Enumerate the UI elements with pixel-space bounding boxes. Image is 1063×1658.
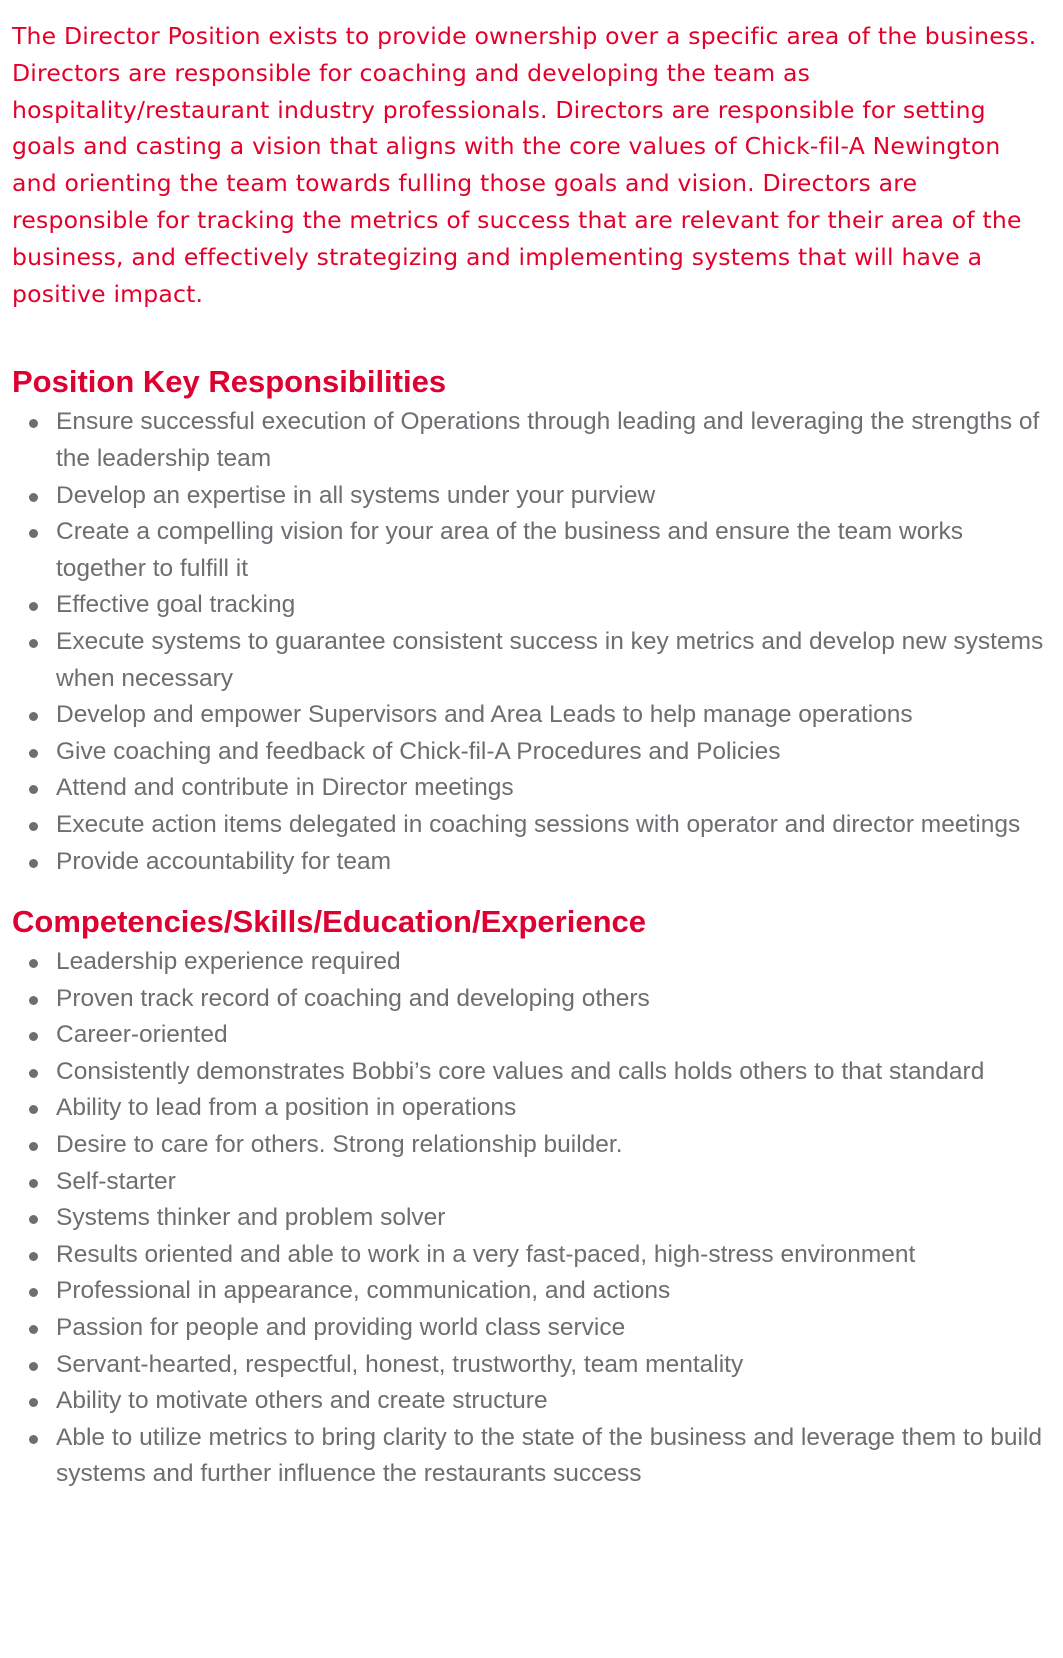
competency-item: [12, 1347, 1052, 1384]
bullet-icon: [29, 1288, 38, 1297]
bullet-icon: [29, 1215, 38, 1224]
competency-item: [12, 1273, 1052, 1310]
responsibility-item: [12, 478, 1052, 515]
competency-text: Career-oriented: [56, 1021, 228, 1049]
competency-text: Ability to motivate others and create structure: [56, 1387, 548, 1415]
competencies-heading: Competencies/Skills/Education/Experience: [12, 904, 647, 940]
bullet-icon: [29, 785, 38, 794]
competency-item: [12, 1420, 1052, 1493]
bullet-icon: [29, 1435, 38, 1444]
bullet-icon: [29, 639, 38, 648]
competency-item: [12, 1310, 1052, 1347]
competency-text: Consistently demonstrates Bobbi’s core values and calls holds others to that standard: [56, 1057, 985, 1085]
competency-item: [12, 1054, 1052, 1091]
bullet-icon: [29, 749, 38, 758]
responsibility-text: Execute systems to guarantee consistent success in key metrics and develop new systems when necessary: [56, 627, 1044, 692]
competency-text: Results oriented and able to work in a very fast-paced, high-stress environment: [56, 1240, 916, 1268]
bullet-icon: [29, 1032, 38, 1041]
responsibility-text: Execute action items delegated in coaching sessions with operator and director meetings: [56, 810, 1021, 838]
competency-item: [12, 1200, 1052, 1237]
responsibility-text: Develop an expertise in all systems under your purview: [56, 481, 656, 509]
responsibility-item: [12, 587, 1052, 624]
responsibility-text: Effective goal tracking: [56, 591, 296, 619]
competency-item: [12, 1237, 1052, 1274]
bullet-icon: [29, 419, 38, 428]
competency-item: [12, 1383, 1052, 1420]
responsibility-item: [12, 734, 1052, 771]
responsibility-item: [12, 844, 1052, 881]
responsibility-item: [12, 404, 1052, 477]
competency-text: Leadership experience required: [56, 948, 401, 976]
document-body: [12, 18, 1052, 1493]
bullet-icon: [29, 1142, 38, 1151]
bullet-icon: [29, 859, 38, 868]
competency-item: [12, 944, 1052, 981]
bullet-icon: [29, 712, 38, 721]
responsibility-text: Provide accountability for team: [56, 847, 391, 875]
competency-item: [12, 1164, 1052, 1201]
bullet-icon: [29, 1398, 38, 1407]
bullet-icon: [29, 493, 38, 502]
competency-text: Servant-hearted, respectful, honest, trustworthy, team mentality: [56, 1350, 744, 1378]
responsibility-text: Ensure successful execution of Operations through leading and leveraging the strengths of the leadership team: [56, 408, 1040, 472]
responsibility-text: Create a compelling vision for your area of the business and ensure the team works together to fulfill it: [56, 518, 963, 582]
responsibility-item: [12, 514, 1052, 587]
responsibility-text: Give coaching and feedback of Chick-fil-A Procedures and Policies: [56, 737, 781, 765]
key-responsibilities-heading: Position Key Responsibilities: [12, 364, 447, 400]
bullet-icon: [29, 1252, 38, 1261]
bullet-icon: [29, 529, 38, 538]
responsibility-item: [12, 807, 1052, 844]
bullet-icon: [29, 1362, 38, 1371]
bullet-icon: [29, 1179, 38, 1188]
responsibility-item: [12, 770, 1052, 807]
bullet-icon: [29, 996, 38, 1005]
bullet-icon: [29, 602, 38, 611]
competency-item: [12, 981, 1052, 1018]
competency-text: Passion for people and providing world class service: [56, 1314, 626, 1342]
bullet-icon: [29, 959, 38, 968]
bullet-icon: [29, 822, 38, 831]
bullet-icon: [29, 1105, 38, 1114]
competency-text: Ability to lead from a position in operations: [56, 1094, 517, 1122]
competency-item: [12, 1017, 1052, 1054]
key-responsibilities-list: [12, 404, 1052, 880]
responsibility-item: [12, 697, 1052, 734]
competency-text: Systems thinker and problem solver: [56, 1204, 446, 1232]
competency-text: Desire to care for others. Strong relationship builder.: [56, 1131, 623, 1159]
competency-text: Professional in appearance, communication, and actions: [56, 1277, 671, 1305]
intro-paragraph: The Director Position exists to provide ownership over a specific area of the business. Directors are responsible for coaching and developing the team as hospitality/restaurant industry professionals. Directors are responsible for setting goals and casting a vision that aligns with the core values of Chick-fil-A Newington and orienting the team towards fulling those goals and vision. Directors are responsible for tracking the metrics of success that are relevant for their area of the business, and effectively strategizing and implementing systems that will have a positive impact.: [12, 22, 1037, 308]
bullet-icon: [29, 1069, 38, 1078]
responsibility-text: Develop and empower Supervisors and Area Leads to help manage operations: [56, 701, 913, 729]
competency-text: Able to utilize metrics to bring clarity to the state of the business and leverage them to build systems and further influence the restaurants success: [56, 1423, 1042, 1488]
competency-item: [12, 1090, 1052, 1127]
responsibility-text: Attend and contribute in Director meetings: [56, 774, 514, 802]
responsibility-item: [12, 624, 1052, 697]
competency-item: [12, 1127, 1052, 1164]
competencies-list: [12, 944, 1052, 1493]
bullet-icon: [29, 1325, 38, 1334]
competency-text: Self-starter: [56, 1167, 176, 1195]
competency-text: Proven track record of coaching and developing others: [56, 984, 650, 1012]
